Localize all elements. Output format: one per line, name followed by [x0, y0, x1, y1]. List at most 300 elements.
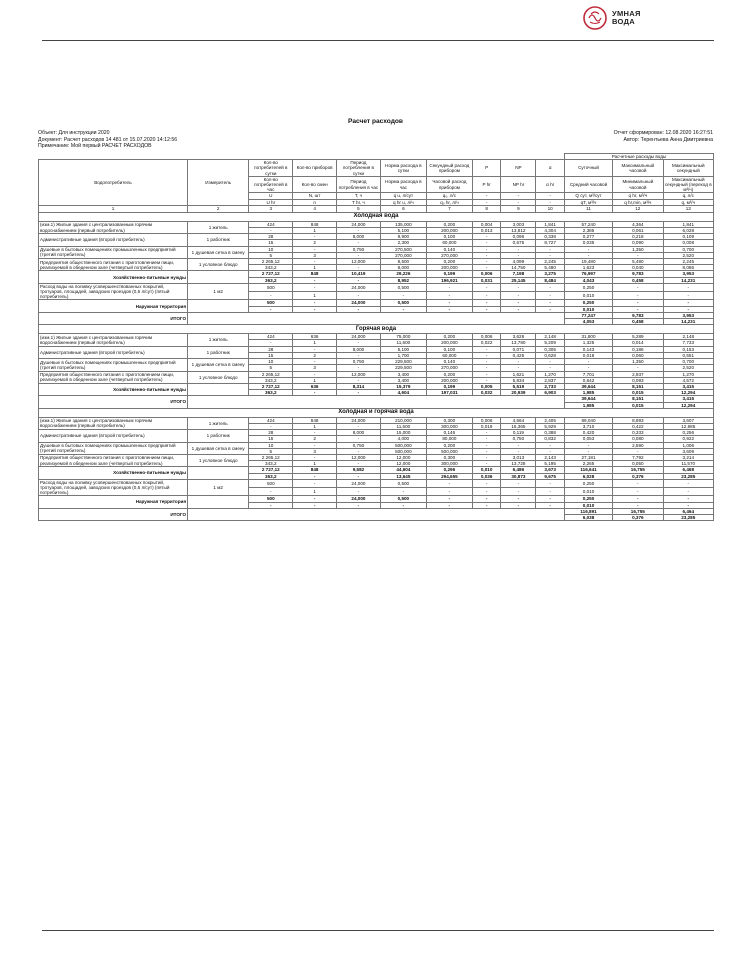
col-symbol: -	[472, 193, 500, 199]
table-cell: 2,148	[663, 334, 713, 340]
table-cell: 424	[249, 417, 293, 423]
table-cell: 0,832	[536, 436, 564, 442]
unit-cell	[188, 467, 249, 479]
table-cell: 0,061	[613, 228, 663, 234]
table-cell: 0,376	[613, 473, 663, 479]
table-cell: -	[501, 479, 536, 487]
table-cell: 0,146	[426, 430, 472, 436]
unit-cell: 1 условное блюдо	[188, 259, 249, 271]
table-cell: 0,010	[564, 488, 612, 496]
table-cell: 10,419	[337, 271, 381, 277]
table-cell: 200,000	[426, 265, 472, 271]
table-cell: 15	[249, 240, 293, 246]
table-cell: 0,071	[501, 346, 536, 352]
table-cell: -	[536, 283, 564, 291]
table-cell: 8,484	[536, 277, 564, 283]
table-cell: 24,000	[337, 221, 381, 227]
table-cell: 12,294	[663, 390, 713, 396]
column-number: 4	[293, 205, 337, 212]
table-cell: 9,900	[380, 234, 426, 240]
table-cell: 4,099	[501, 259, 536, 265]
table-cell: 210,000	[380, 417, 426, 423]
table-cell: 363,2	[249, 473, 293, 479]
table-cell: -	[472, 292, 500, 300]
table-cell: 28	[249, 430, 293, 436]
table-cell: -	[293, 277, 337, 283]
column-number: 7	[426, 205, 472, 212]
table-cell: 200,000	[426, 228, 472, 234]
table-cell: 16,755	[613, 508, 663, 514]
table-cell: -	[564, 246, 612, 252]
table-cell: -	[501, 502, 536, 508]
table-cell: -	[472, 502, 500, 508]
table-cell: -	[564, 448, 612, 454]
consumer-name: Хозяйственно-питьевые нужды	[39, 271, 188, 283]
table-cell: -	[536, 252, 564, 258]
table-cell: -	[472, 479, 500, 487]
unit-cell: 1 условное блюдо	[188, 371, 249, 383]
meta-document: Документ: Расчет расходов 14 481 от 15.07.2020 14:12:56	[38, 136, 178, 143]
table-cell: -	[337, 228, 381, 234]
table-cell: 15,379	[380, 383, 426, 389]
table-cell: 20,939	[501, 390, 536, 396]
table-cell: 2 265,12	[249, 454, 293, 460]
table-cell: 424	[249, 334, 293, 340]
footer-rule	[42, 930, 714, 931]
col-header: P	[472, 160, 500, 177]
table-cell: 1,006	[663, 442, 713, 448]
table-cell: -	[293, 371, 337, 377]
table-cell: -	[663, 283, 713, 291]
table-cell: 5	[249, 252, 293, 258]
col-header: Кол-во потребителей в сутки	[249, 160, 293, 177]
meta-note: Примечание: Мой первый РАСЧЕТ РАСХОДОВ	[38, 143, 152, 149]
table-cell: 31,800	[564, 334, 612, 340]
table-cell: 0,750	[501, 436, 536, 442]
table-cell: 300,000	[426, 423, 472, 429]
table-cell: 0,006	[472, 334, 500, 340]
table-cell: 1,621	[501, 371, 536, 377]
table-cell: 3,415	[663, 396, 713, 402]
table-cell: -	[501, 442, 536, 448]
col-header-consumer: Водопотребитель	[39, 160, 188, 206]
col-symbol-hr: q₀ hr, л/ч	[426, 199, 472, 205]
table-cell: -	[501, 359, 536, 365]
table-cell: 0,420	[564, 430, 612, 436]
unit-cell: 1 житель	[188, 334, 249, 346]
table-cell: -	[426, 488, 472, 496]
table-cell: 0,500	[380, 283, 426, 291]
table-cell: -	[536, 359, 564, 365]
table-cell: 0,422	[613, 423, 663, 429]
table-cell: 2,148	[536, 334, 564, 340]
table-cell: 3,013	[501, 454, 536, 460]
table-cell: -	[536, 306, 564, 312]
column-number: 5	[337, 205, 381, 212]
table-cell: -	[536, 292, 564, 300]
table-cell: 2,733	[536, 383, 564, 389]
meta-author: Автор: Терентьева Анна Дмитриевна	[623, 136, 713, 143]
table-cell: -	[472, 430, 500, 436]
table-cell: -	[337, 473, 381, 479]
table-cell: -	[613, 496, 663, 502]
table-cell: -	[536, 246, 564, 252]
table-cell: 0,010	[564, 292, 612, 300]
table-cell: 12,294	[663, 402, 713, 408]
table-cell: -	[536, 365, 564, 371]
table-cell: 0,500	[380, 496, 426, 502]
table-cell: 500,000	[426, 448, 472, 454]
table-cell: -	[613, 306, 663, 312]
table-cell: 0,013	[472, 228, 500, 234]
consumer-name: Душевые в бытовых помещениях промышленных предприятий (третий потребитель)	[39, 359, 188, 371]
table-cell: 4,364	[613, 221, 663, 227]
table-cell: 14,231	[663, 319, 713, 325]
table-cell: -	[501, 306, 536, 312]
table-cell: 0,250	[564, 479, 612, 487]
table-cell: 6,038	[564, 514, 612, 520]
table-cell: 500,000	[380, 448, 426, 454]
table-cell: -	[613, 448, 663, 454]
table-cell: -	[472, 246, 500, 252]
table-cell: -	[380, 292, 426, 300]
table-cell: 24,000	[337, 283, 381, 291]
table-cell: 10	[249, 442, 293, 448]
column-number: 9	[501, 205, 536, 212]
table-cell: 2,520	[663, 252, 713, 258]
table-cell: 0,140	[426, 246, 472, 252]
table-cell: 2 727,12	[249, 467, 293, 473]
table-cell: 12,000	[380, 454, 426, 460]
table-cell: 9,783	[613, 312, 663, 318]
table-cell: 12,000	[337, 259, 381, 265]
table-cell: 3,400	[380, 377, 426, 383]
table-cell: -	[472, 300, 500, 306]
table-cell: 1	[293, 461, 337, 467]
table-cell: 0,050	[613, 461, 663, 467]
table-cell: -	[249, 488, 293, 496]
section-row	[39, 408, 714, 417]
table-cell: 27,181	[564, 454, 612, 460]
table-cell: 24,000	[337, 417, 381, 423]
table-cell: 24,000	[337, 300, 381, 306]
table-cell: -	[501, 252, 536, 258]
table-cell: 9,582	[337, 467, 381, 473]
brand-logo	[582, 3, 641, 33]
table-cell: 2,143	[536, 454, 564, 460]
table-cell: -	[337, 390, 381, 396]
table-cell: -	[663, 502, 713, 508]
consumer-name: Наружная территория	[39, 496, 188, 508]
table-cell: 0,119	[501, 430, 536, 436]
table-cell: 8,727	[536, 240, 564, 246]
table-cell: 15	[249, 436, 293, 442]
unit-cell: 1 м2	[188, 283, 249, 300]
table-cell: -	[293, 246, 337, 252]
table-cell: 28	[249, 346, 293, 352]
table-cell: 11,570	[663, 461, 713, 467]
table-cell: 24,000	[337, 334, 381, 340]
column-number: 3	[249, 205, 293, 212]
consumer-name: Наружная территория	[39, 300, 188, 312]
table-cell: 0,750	[337, 442, 381, 448]
table-cell: 1,841	[536, 221, 564, 227]
table-cell: 3,953	[663, 271, 713, 277]
table-cell: 0,218	[613, 234, 663, 240]
table-cell: -	[293, 234, 337, 240]
table-cell: 0,500	[380, 300, 426, 306]
table-cell: 2,520	[663, 365, 713, 371]
table-cell: 44,604	[380, 467, 426, 473]
table-cell: 5,519	[501, 383, 536, 389]
table-cell: 3,003	[501, 221, 536, 227]
table-cell: 0,080	[613, 436, 663, 442]
table-cell: -	[536, 496, 564, 502]
table-cell: -	[472, 377, 500, 383]
table-cell: -	[293, 442, 337, 448]
table-cell: 57,240	[564, 221, 612, 227]
table-cell: 3,275	[536, 271, 564, 277]
col-header: Суточный	[564, 160, 612, 177]
table-cell: 30,873	[501, 473, 536, 479]
table-cell: 1,623	[564, 265, 612, 271]
table-cell: 12,000	[337, 454, 381, 460]
table-cell: 0,256	[663, 430, 713, 436]
table-cell: -	[293, 473, 337, 479]
group-header: Расчетные расходы воды	[564, 154, 713, 160]
table-cell: 500,000	[380, 442, 426, 448]
table-cell: -	[472, 461, 500, 467]
table-cell: 2 265,12	[249, 259, 293, 265]
table-cell: 1,350	[613, 359, 663, 365]
unit-cell: 1 условное блюдо	[188, 454, 249, 466]
table-cell: -	[472, 448, 500, 454]
consumer-name: Расход воды на поливку усовершенствованных покрытий, тротуаров, площадей, заводских проездов (0,5 л/сут) (пятый потребитель)	[39, 479, 188, 496]
table-cell: 2 727,12	[249, 271, 293, 277]
table-cell: -	[337, 340, 381, 346]
table-cell: -	[337, 488, 381, 496]
table-cell: 8,000	[337, 430, 381, 436]
table-cell: 2,590	[613, 442, 663, 448]
table-cell: -	[472, 442, 500, 448]
table-cell	[188, 312, 565, 324]
table-cell: 14,231	[663, 277, 713, 283]
table-cell: 5,929	[536, 423, 564, 429]
table-cell: -	[293, 502, 337, 508]
table-cell: -	[501, 488, 536, 496]
table-cell: 11,600	[380, 340, 426, 346]
brand-name	[612, 10, 641, 26]
table-cell: -	[426, 292, 472, 300]
table-cell: 13,812	[501, 228, 536, 234]
col-symbol-hr: T hr, ч	[337, 199, 381, 205]
table-cell: -	[663, 306, 713, 312]
table-cell: 1,325	[564, 340, 612, 346]
table-cell: 0,015	[613, 402, 663, 408]
table-cell	[188, 396, 565, 408]
table-cell: -	[337, 448, 381, 454]
table-cell: 0,036	[472, 473, 500, 479]
consumer-name: Административные здания (второй потребитель)	[39, 346, 188, 358]
table-cell: 0,018	[564, 352, 612, 358]
itogo-label: ИТОГО	[39, 396, 188, 408]
table-cell: 0,019	[472, 423, 500, 429]
consumer-name: Предприятия общественного питания с приготовлением пищи, реализуемой в обеденном зале (четвертый потребитель)	[39, 259, 188, 271]
table-cell: 28	[249, 234, 293, 240]
table-cell: -	[501, 300, 536, 306]
table-cell: 2,245	[663, 259, 713, 265]
table-cell: 1,985	[564, 390, 612, 396]
meta-object: Объект: Для инструкции 2020	[38, 130, 110, 136]
table-cell: -	[536, 448, 564, 454]
table-cell: 3,415	[663, 383, 713, 389]
table-cell: 343,2	[249, 461, 293, 467]
table-cell: -	[472, 240, 500, 246]
section-title: Холодная и горячая вода	[39, 408, 714, 417]
table-cell: 6,464	[663, 508, 713, 514]
table-cell: -	[293, 359, 337, 365]
table-cell: 0,005	[472, 383, 500, 389]
table-cell: 75,000	[380, 334, 426, 340]
table-cell: 343,2	[249, 377, 293, 383]
table-cell: -	[293, 496, 337, 502]
table-cell: 0,388	[536, 430, 564, 436]
table-cell: 6,028	[663, 228, 713, 234]
table-cell: 1	[293, 377, 337, 383]
col-header-sub: Кол-во потребителей в час	[249, 176, 293, 193]
table-cell: -	[337, 436, 381, 442]
col-symbol: T, ч	[337, 193, 381, 199]
table-cell: 3	[293, 448, 337, 454]
table-cell: 0,250	[564, 496, 612, 502]
table-cell: 848	[293, 417, 337, 423]
table-cell: -	[663, 496, 713, 502]
table-cell: 0,551	[663, 352, 713, 358]
column-number: 11	[564, 205, 612, 212]
col-header-sub: Максимальный секундный (переход в м³/ч)	[664, 176, 712, 193]
table-cell: 363,2	[249, 390, 293, 396]
col-header: Кол-во приборов	[293, 160, 337, 177]
table-cell: -	[613, 365, 663, 371]
table-cell: 4,604	[380, 390, 426, 396]
col-header-sub: Часовой расход прибором	[426, 176, 472, 193]
table-cell: 80,000	[426, 436, 472, 442]
table-cell: 39,644	[564, 383, 612, 389]
table-cell: -	[613, 502, 663, 508]
col-header-sub: Норма расхода в час	[380, 176, 426, 193]
table-cell: 3,607	[663, 417, 713, 423]
col-header: Период потребления в сутки	[337, 160, 381, 177]
table-cell: 0,022	[472, 340, 500, 346]
table-cell: 5,480	[613, 259, 663, 265]
table-cell: 8,151	[613, 383, 663, 389]
table-cell: -	[472, 371, 500, 377]
table-cell: 5,209	[536, 340, 564, 346]
unit-cell: 1 работник	[188, 346, 249, 358]
table-cell: -	[536, 442, 564, 448]
table-cell: 270,000	[426, 365, 472, 371]
table-cell: 1	[293, 265, 337, 271]
table-cell: -	[337, 365, 381, 371]
table-cell: 10	[249, 246, 293, 252]
table-cell: 0,100	[426, 234, 472, 240]
table-cell: -	[293, 430, 337, 436]
table-cell: -	[337, 306, 381, 312]
table-cell: -	[249, 228, 293, 234]
table-cell: -	[564, 442, 612, 448]
table-cell: 0,060	[613, 352, 663, 358]
table-cell: 0,053	[564, 436, 612, 442]
table-cell: 0,010	[564, 502, 612, 508]
table-cell: 5	[249, 448, 293, 454]
table-cell: -	[472, 346, 500, 352]
consumer-name: (изм.1) Жилые здания с централизованным горячим водоснабжением (первый потребитель)	[39, 417, 188, 429]
table-cell: 23,285	[663, 514, 713, 520]
consumer-name: (изм.1) Жилые здания с централизованным горячим водоснабжением (первый потребитель)	[39, 334, 188, 346]
consumer-name: Душевые в бытовых помещениях промышленных предприятий (третий потребитель)	[39, 246, 188, 258]
table-cell: 7,701	[564, 371, 612, 377]
table-cell: 0,250	[564, 283, 612, 291]
table-cell: -	[501, 448, 536, 454]
table-cell: 200,000	[426, 377, 472, 383]
table-cell: -	[337, 352, 381, 358]
table-cell: -	[536, 300, 564, 306]
table-cell: 0,004	[472, 221, 500, 227]
column-number: 6	[380, 205, 426, 212]
table-cell: 11,600	[380, 423, 426, 429]
table-cell: 0,458	[613, 319, 663, 325]
table-cell: 0,277	[564, 234, 612, 240]
table-cell: 1,350	[613, 246, 663, 252]
table-cell: 0,300	[426, 417, 472, 423]
table-cell: -	[337, 502, 381, 508]
table-cell: 0,500	[380, 479, 426, 487]
table-cell: -	[472, 352, 500, 358]
table-cell: 3,953	[663, 312, 713, 318]
table-cell: -	[472, 283, 500, 291]
table-cell: 0,006	[472, 417, 500, 423]
table-cell: 12,000	[337, 371, 381, 377]
table-cell: 89,040	[564, 417, 612, 423]
table-cell: -	[564, 252, 612, 258]
table-cell: 1,841	[663, 221, 713, 227]
table-cell	[188, 508, 565, 520]
table-cell: 8,086	[663, 265, 713, 271]
table-cell: 200,000	[426, 340, 472, 346]
table-cell: 3,673	[536, 467, 564, 473]
table-cell: 270,000	[426, 252, 472, 258]
table-cell: 2,265	[564, 461, 612, 467]
section-row	[39, 212, 714, 221]
table-cell: 10	[249, 359, 293, 365]
table-cell: -	[293, 259, 337, 265]
table-cell: -	[249, 502, 293, 508]
table-cell: 0,628	[536, 352, 564, 358]
col-header: Норма расхода в сутки	[380, 160, 426, 177]
table-cell: 343,2	[249, 265, 293, 271]
table-cell: 0,200	[426, 371, 472, 377]
table-cell: 135,000	[380, 221, 426, 227]
table-cell: -	[380, 306, 426, 312]
table-cell: 0,700	[663, 359, 713, 365]
section-row	[39, 325, 714, 334]
table-cell: 60,000	[426, 352, 472, 358]
table-cell: 77,247	[564, 312, 612, 318]
table-cell: -	[472, 365, 500, 371]
column-number: 12	[613, 205, 663, 212]
table-cell: 60,000	[426, 240, 472, 246]
table-cell: 8,000	[380, 265, 426, 271]
